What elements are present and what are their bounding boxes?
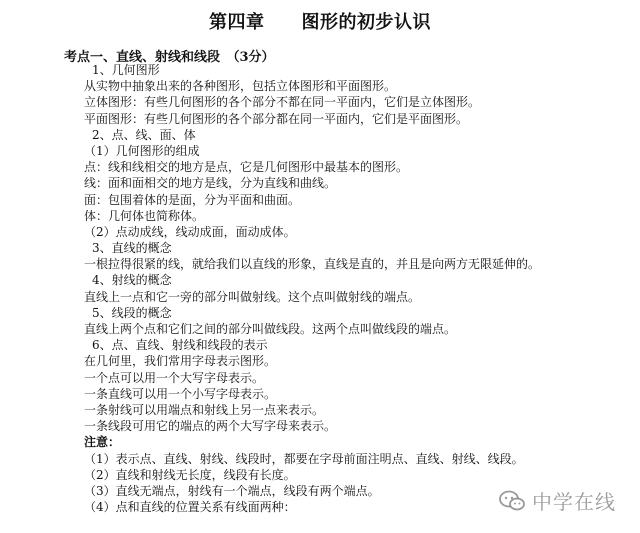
text-line: 一条线段可用它的端点的两个大写字母来表示。 [84,419,337,434]
text-line: 一根拉得很紧的线，就给我们以直线的形象，直线是直的，并且是向两方无限延伸的。 [84,257,541,272]
text-line: 在几何里，我们常用字母表示图形。 [84,354,277,369]
text-line: 6、点、直线、射线和线段的表示 [92,338,268,353]
text-line: 平面图形：有些几何图形的各个部分都在同一平面内，它们是平面图形。 [84,111,469,126]
document-body [84,62,624,515]
text-line: （1）几何图形的组成 [84,143,200,158]
text-line: 注意： [84,435,121,450]
text-line: 直线上两个点和它们之间的部分叫做线段。这两个点叫做线段的端点。 [84,322,457,336]
text-line: 直线上一点和它一旁的部分叫做射线。这个点叫做射线的端点。 [84,289,421,304]
text-line: 立体图形：有些几何图形的各个部分不都在同一平面内，它们是立体图形。 [84,95,481,110]
text-line: 体：几何体也简称体。 [84,208,205,223]
text-line: 1、几何图形 [92,63,160,77]
text-line: （4）点和直线的位置关系有线面两种： [84,500,296,515]
text-line: 2、点、线、面、体 [92,127,196,142]
text-line: 面：包围着体的是面，分为平面和曲面。 [84,192,301,207]
watermark-text: 中学在线 [532,490,616,514]
text-line: 从实物中抽象出来的各种图形，包括立体图形和平面图形。 [84,79,397,94]
text-line: 点：线和线相交的地方是点，它是几何图形中最基本的图形。 [84,160,409,175]
watermark [498,486,616,515]
text-line: 3、直线的概念 [92,241,172,256]
text-line: （1）表示点、直线、射线、线段时，都要在字母前面注明点、直线、射线、线段。 [84,451,524,466]
chapter-title: 第四章 图形的初步认识 [209,12,431,33]
text-line: 线：面和面相交的地方是线，分为直线和曲线。 [84,176,337,191]
text-line: 5、线段的概念 [92,305,172,320]
text-line: 4、射线的概念 [92,273,172,288]
text-line: （2）点动成线，线动成面，面动成体。 [84,224,296,239]
text-line: 一个点可以用一个大写字母表示。 [84,370,265,385]
wechat-icon [498,490,526,512]
text-line: （2）直线和射线无长度，线段有长度。 [84,467,296,482]
section-heading: 考点一、直线、射线和线段 （3分） [64,50,275,65]
text-line: （3）直线无端点，射线有一个端点，线段有两个端点。 [84,483,380,498]
text-line: 一条射线可以用端点和射线上另一点来表示。 [84,402,325,417]
text-line: 一条直线可以用一个小写字母表示。 [84,386,277,401]
